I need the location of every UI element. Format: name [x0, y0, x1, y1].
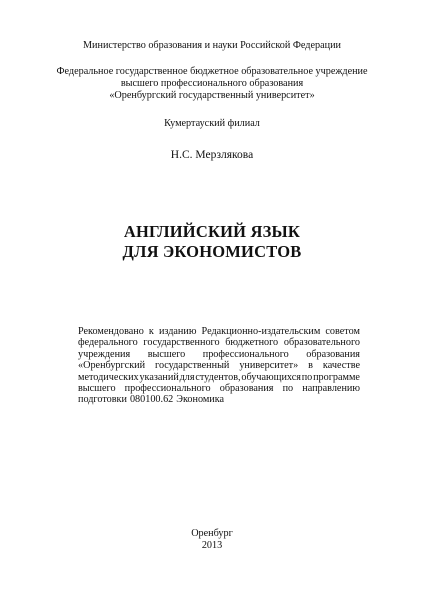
publication-city: Оренбург [191, 528, 233, 539]
recommendation-word: высшего [147, 348, 186, 360]
recommendation-word: профессионального [124, 383, 211, 395]
university-line-1: Федеральное государственное бюджетное образовательное учреждение [56, 66, 368, 77]
recommendation-word: к [148, 326, 154, 337]
recommendation-word: университет» [239, 360, 299, 372]
recommendation-line [78, 326, 360, 337]
recommendation-word: для [179, 371, 195, 383]
recommendation-word: образования [306, 348, 360, 360]
recommendation-word: «Оренбургский [78, 360, 146, 372]
branch-name: Кумертауский филиал [164, 118, 260, 129]
recommendation-word: в [308, 360, 313, 372]
recommendation-line [78, 360, 360, 371]
recommendation-word: профессионального [202, 348, 289, 360]
recommendation-word: по [301, 371, 313, 383]
recommendation-paragraph [78, 326, 360, 406]
recommendation-word: Рекомендовано [78, 326, 144, 337]
recommendation-word: Редакционно-издательским [201, 326, 321, 337]
recommendation-word: Экономика [176, 394, 225, 406]
recommendation-line [78, 394, 360, 405]
author-name: Н.С. Мерзлякова [170, 149, 254, 161]
recommendation-word: качестве [322, 360, 360, 372]
recommendation-word: образования [219, 383, 274, 395]
recommendation-word: обучающихся [241, 371, 301, 383]
university-line-2: высшего профессионального образования [120, 78, 304, 89]
recommendation-word: государственного [143, 337, 220, 349]
recommendation-word: бюджетного [225, 337, 279, 349]
recommendation-word: подготовки [78, 394, 127, 406]
recommendation-word: методических [78, 371, 139, 383]
recommendation-word: образовательного [283, 337, 360, 349]
recommendation-word: учреждения [78, 348, 131, 360]
recommendation-word: студентов, [195, 371, 241, 383]
book-title [0, 222, 424, 262]
recommendation-line [78, 372, 360, 383]
recommendation-word: направлению [302, 383, 360, 395]
university-line-3: «Оренбургский государственный университет» [109, 90, 315, 101]
book-title-line-2: ДЛЯ ЭКОНОМИСТОВ [122, 242, 302, 261]
recommendation-word: указаний [139, 371, 179, 383]
recommendation-line [78, 383, 360, 394]
recommendation-word: изданию [158, 326, 197, 337]
recommendation-word: государственный [155, 360, 230, 372]
recommendation-word: по [282, 383, 294, 395]
ministry-name: Министерство образования и науки Российской Федерации [82, 40, 341, 51]
publication-year: 2013 [201, 540, 223, 551]
recommendation-word: советом [325, 326, 360, 337]
recommendation-line [78, 349, 360, 360]
recommendation-word: 080100.62 [129, 394, 174, 406]
recommendation-word: высшего [78, 383, 116, 395]
recommendation-line [78, 337, 360, 348]
book-title-line-1: АНГЛИЙСКИЙ ЯЗЫК [123, 222, 301, 241]
recommendation-word: федерального [78, 337, 138, 349]
recommendation-word: программе [313, 371, 360, 383]
